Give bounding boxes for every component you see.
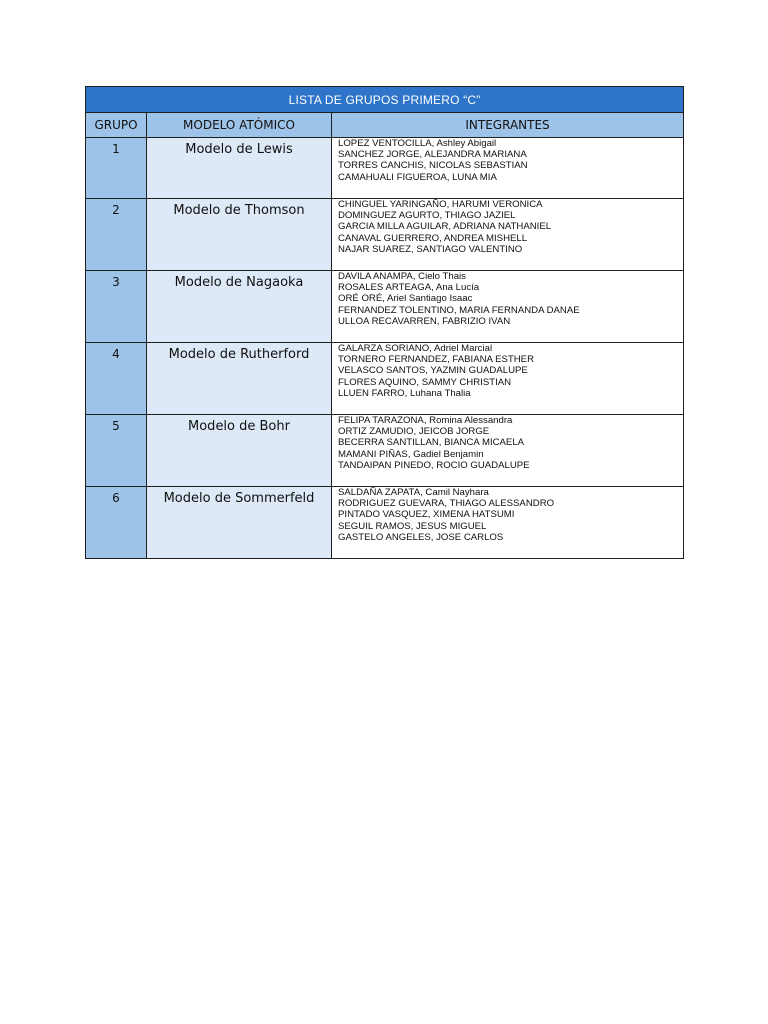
atomic-model: Modelo de Thomson [147,199,332,271]
member-name: ORTIZ ZAMUDIO, JEICOB JORGE [338,426,490,438]
member-name: FELIPA TARAZONA, Romina Alessandra [338,415,513,426]
atomic-model: Modelo de Lewis [147,138,332,199]
member-name: RODRIGUEZ GUEVARA, THIAGO ALESSANDRO [338,498,555,510]
table-row [86,271,684,343]
member-name: LOPEZ VENTOCILLA, Ashley Abigail [338,138,497,149]
member-name: TORNERO FERNANDEZ, FABIANA ESTHER [338,354,534,366]
member-name: FLORES AQUINO, SAMMY CHRISTIAN [338,376,512,388]
members-list [332,415,684,487]
member-name: NAJAR SUAREZ, SANTIAGO VALENTINO [338,243,523,255]
table-row [86,138,684,199]
member-name: MAMANI PIÑAS, Gadiel Benjamin [338,448,484,460]
members-list [332,271,684,343]
group-number: 2 [86,199,147,271]
table-row [86,199,684,271]
members-list [332,343,684,415]
member-name: BECERRA SANTILLAN, BIANCA MICAELA [338,437,525,449]
header-model: MODELO ATÓMICO [147,113,332,138]
group-number: 3 [86,271,147,343]
member-name: CANAVAL GUERRERO, ANDREA MISHELL [338,232,528,244]
header-members: INTEGRANTES [332,113,684,138]
member-name: ORÉ ORÉ, Ariel Santiago Isaac [338,293,473,305]
member-name: GASTELO ANGELES, JOSE CARLOS [338,531,504,543]
member-name: ULLOA RECAVARREN, FABRIZIO IVAN [338,315,511,327]
table-row [86,487,684,559]
groups-table [85,86,684,559]
table-header-row [86,113,684,138]
members-list [332,199,684,271]
member-name: SANCHEZ JORGE, ALEJANDRA MARIANA [338,149,527,161]
member-name: TORRES CANCHIS, NICOLAS SEBASTIAN [338,160,528,172]
group-number: 5 [86,415,147,487]
member-name: VELASCO SANTOS, YAZMIN GUADALUPE [338,365,528,377]
member-name: DOMINGUEZ AGURTO, THIAGO JAZIEL [338,210,516,222]
group-number: 4 [86,343,147,415]
members-list [332,487,684,559]
member-name: LLUEN FARRO, Luhana Thalia [338,387,471,399]
atomic-model: Modelo de Bohr [147,415,332,487]
table-row [86,343,684,415]
member-name: SALDAÑA ZAPATA, Camil Nayhara [338,487,489,498]
atomic-model: Modelo de Sommerfeld [147,487,332,559]
member-name: TANDAIPAN PINEDO, ROCIO GUADALUPE [338,459,530,471]
header-group: GRUPO [86,113,147,138]
group-number: 6 [86,487,147,559]
group-number: 1 [86,138,147,199]
members-list [332,138,684,199]
member-name: GARCIA MILLA AGUILAR, ADRIANA NATHANIEL [338,221,552,233]
member-name: SEGUIL RAMOS, JESUS MIGUEL [338,520,487,532]
member-name: PINTADO VASQUEZ, XIMENA HATSUMI [338,509,515,521]
member-name: ROSALES ARTEAGA, Ana Lucía [338,282,480,294]
member-name: CHINGUEL YARINGAÑO, HARUMI VERONICA [338,199,543,210]
member-name: FERNANDEZ TOLENTINO, MARIA FERNANDA DANAE [338,304,580,316]
member-name: GALARZA SORIANO, Adriel Marcial [338,343,493,354]
table-title: LISTA DE GRUPOS PRIMERO “C” [86,87,684,113]
table-row [86,415,684,487]
member-name: DAVILA ANAMPA, Cielo Thais [338,271,466,282]
atomic-model: Modelo de Rutherford [147,343,332,415]
member-name: CAMAHUALI FIGUEROA, LUNA MIA [338,171,497,183]
table-title-row [86,87,684,113]
atomic-model: Modelo de Nagaoka [147,271,332,343]
